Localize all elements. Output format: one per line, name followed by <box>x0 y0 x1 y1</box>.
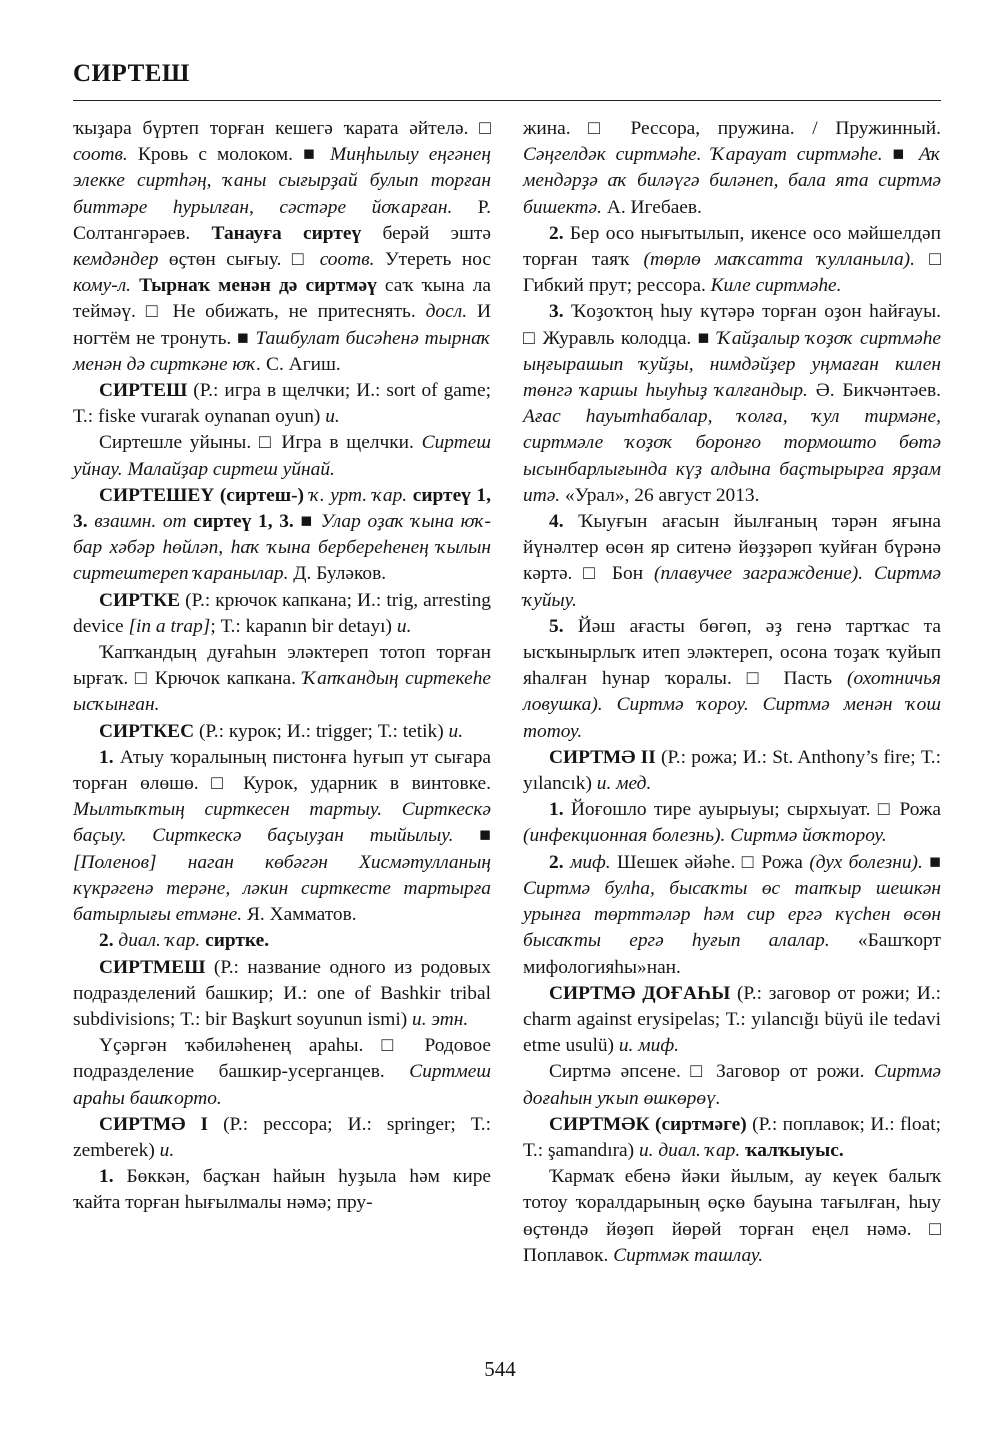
sense-sirtmesh <box>73 1033 491 1112</box>
sense-sirtesh <box>73 430 491 482</box>
text-run: ҡыҙара бүртеп торған кешегә ҡарата әйтелә. <box>73 118 480 139</box>
text-run: ■ <box>479 825 491 847</box>
text-run: и. миф. <box>618 1035 679 1057</box>
sense-sirtme-2-1 <box>523 797 941 849</box>
text-run <box>603 694 617 715</box>
text-run: СИРТКЕ <box>99 589 181 611</box>
sense-sirtke <box>73 640 491 719</box>
text-run: СИРТМӘ ДОҒАҺЫ <box>549 982 731 1004</box>
text-run: Курок, ударник в винтовке. <box>243 773 491 795</box>
text-run: Үҫәргән ҡәбиләһенең араһы. <box>99 1035 382 1057</box>
text-run: 3. <box>549 301 564 323</box>
text-run: (дух болезни). <box>809 851 923 873</box>
text-run: (Р.: курок; И.: trigger; Т.: tetik) <box>194 720 449 742</box>
text-run: Ташбулат бисәһенә тырнаҡ менән дә сирткәне юҡ. <box>73 327 491 375</box>
text-run: Заговор от рожи. <box>716 1061 874 1083</box>
text-run: и. мед. <box>596 773 652 795</box>
right-column <box>523 116 941 1269</box>
entry-sirtme-2 <box>523 745 941 797</box>
text-run: СИРТКЕС <box>99 720 195 742</box>
sense-sirtkes-2 <box>73 928 491 954</box>
text-run: Аҡ мендәрҙә аҡ биләүгә биләнеп, бала ята сиртмә бишектә. <box>523 144 941 218</box>
text-run: «Урал», 26 август 2013. <box>560 484 760 506</box>
text-run: (Р.: заговор от рожи; И.: charm against erysipelas; Т.: yılancığı büyü ile tedavi etme usulü) <box>523 982 941 1057</box>
text-run: и. <box>159 1139 175 1161</box>
text-run: СИРТЕШ <box>99 380 188 402</box>
text-run: □ <box>929 1218 941 1240</box>
text-run: Атыу ҡоралының пистонға һуғып ут сығара торған өлөшө. <box>73 746 491 795</box>
sense-sirtme-1-2 <box>523 221 941 300</box>
text-run: Ә. Бикчәнтәев. <box>807 380 941 402</box>
text-run: Тырнаҡ менән дә сиртмәү <box>139 275 377 297</box>
sense-sirtkes-1 <box>73 745 491 928</box>
text-run: ■ <box>892 144 919 166</box>
text-run: Сиртмә әпсене. <box>549 1061 691 1083</box>
text-run: (Р.: игра в щелчки; И.: sort of game; Т.: fiske vurarak oynanan oyun) <box>73 380 491 428</box>
left-column <box>73 116 491 1217</box>
text-run: Сиртмә йоҡтороу. <box>730 825 887 847</box>
text-run <box>915 249 929 270</box>
text-run: Миңһылыу еңгәнең элекке сиртһәң, ҡаны сығырҙай булып торған биттәре һурылған, сәстәре йоҡарған. <box>73 144 491 218</box>
sense-sirtme-1-5 <box>523 614 941 745</box>
text-run: Кровь с молоком. <box>127 144 304 166</box>
header-rule <box>73 100 941 101</box>
text-run: 4. <box>549 511 564 533</box>
sense-sirtme-dogahy <box>523 1059 941 1111</box>
entry-sirtme-dogahy <box>523 981 941 1060</box>
text-run: кому-л. <box>73 275 132 297</box>
text-run: Ҡайҙалыр ҡоҙоҡ сиртмәһе ыңғырашып ҡуйҙы, нимдәйҙер уңмаған килен төнгә ҡаршы һыуһыҙ ҡалғандыр. <box>523 327 942 402</box>
text-run: Сиртмә ҡороу. Сиртмә менән ҡош тотоу. <box>523 694 941 742</box>
text-run: □ <box>877 799 900 821</box>
text-run: 5. <box>549 615 564 637</box>
text-run: Ҡапҡандың сиртекеһе ысҡынған. <box>73 668 492 716</box>
text-run: ■ <box>303 144 331 166</box>
text-run: Журавль колодца. <box>542 327 698 349</box>
text-run: Крючок капкана. <box>154 668 303 690</box>
text-run: Бон <box>611 563 654 585</box>
text-run: □ <box>381 1035 425 1057</box>
text-run: Сиртмә булһа, бысаҡты өс тапҡыр шешкән урынға төрттәләр һәм сир ергә күсһен өсөн бысаҡты ергә һуғып алалар. <box>523 877 941 952</box>
entry-sirtke <box>73 588 491 640</box>
text-run: □ <box>134 668 155 690</box>
entry-sirtme-1 <box>73 1112 491 1164</box>
text-run: Сиртмә ҡуйыу. <box>523 563 941 611</box>
text-run: Д. Буләков. <box>288 563 387 585</box>
text-run: СИРТМӘК (сиртмәге) <box>549 1113 747 1135</box>
text-run: ■ <box>929 851 941 873</box>
text-run: сиртеү 1, 3. <box>73 484 491 533</box>
text-run: Родовое подразделение башкир-усерганцев. <box>73 1035 491 1083</box>
text-run: □ <box>211 773 244 795</box>
text-run: Йәш ағасты бөгөп, әҙ генә тартҡас та ысҡынырлыҡ итеп эләктереп, осона тоҙаҡ ҡуйып яһалған һунар ҡоралы. <box>523 615 941 690</box>
text-run: (охотничья ловушка). <box>523 668 941 716</box>
text-run: Ағас һауытһабалар, ҡолға, ҡул тирмәне, сиртмәле ҡоҙоҡ боронғо тормошто бөтә ысынбарлығында күҙ алдына баҫтырырға ярҙам итә. <box>523 406 941 506</box>
text-run: и. этн. <box>412 1008 469 1030</box>
text-run: СИРТМЕШ <box>99 956 206 978</box>
text-run: Рожа <box>899 799 941 821</box>
text-run: (Р.: рожа; И.: St. Anthony’s fire; Т.: yılancık) <box>523 746 941 795</box>
text-run: (Р.: название одного из родовых подразделений башкир; И.: one of Bashkir tribal subdivisions; Т.: bir Başkurt soyunun ismi) <box>73 956 491 1030</box>
text-run: Гибкий прут; рессора. <box>523 275 711 297</box>
text-run: кемдәндер <box>73 249 159 271</box>
text-run: Сиртеш уйнау. Малайҙар сиртеш уйнай. <box>73 432 491 480</box>
text-run: С. Агиш. <box>261 353 341 375</box>
text-run: Сәңгелдәк сиртмәһе. Ҡарауат сиртмәһе. <box>523 144 883 166</box>
text-run: (плавучее заграждение). <box>654 563 864 585</box>
text-run: 1. <box>99 1166 114 1188</box>
text-run: 1. <box>99 746 114 768</box>
text-run: Не обижать, не притеснять. <box>172 301 426 323</box>
text-run: Р. Солтангәрәев. <box>73 196 491 244</box>
text-run: □ <box>583 563 612 585</box>
text-run: □ <box>258 432 282 454</box>
entry-sirtkes <box>73 719 491 745</box>
text-run: (Р.: рессора; И.: springer; Т.: zemberek) <box>73 1113 491 1161</box>
text-run: □ <box>690 1061 717 1083</box>
text-run: досл. <box>425 301 468 323</box>
text-run: Утереть нос <box>374 249 491 271</box>
text-run: СИРТЕШЕҮ (сиртеш-) <box>99 484 305 506</box>
text-run: СИРТМӘ I <box>99 1113 209 1135</box>
text-run: [Поленов] наган көбәгән Хисмәтулланың күкрәгенә терәне, ләкин сирткесте тартырға батырлығы етмәне. <box>73 851 491 926</box>
text-run: «Башҡорт мифологияһы»нан. <box>523 930 941 978</box>
text-run: 2. <box>549 851 564 873</box>
text-run: □ <box>145 301 173 323</box>
running-head: СИРТЕШ <box>73 60 190 87</box>
text-run: соотв. <box>319 249 375 271</box>
text-run: (Р.: поплавок; И.: float; Т.: şamandıra) <box>523 1113 941 1161</box>
text-run: Сиртмә доғаһын уҡып өшкөрөү. <box>523 1061 941 1109</box>
text-run: Сиртмәк ташлау. <box>613 1244 764 1266</box>
text-run: Ҡапҡандың дуғаһын эләктереп тотоп торған ырғаҡ. <box>73 642 491 690</box>
text-run: 2. <box>549 222 564 244</box>
text-run <box>883 144 893 165</box>
text-run: ҡалҡыуыс. <box>745 1139 844 1161</box>
text-run: 1. <box>549 799 564 821</box>
text-run: □ <box>929 249 941 271</box>
text-run: □ <box>746 668 784 690</box>
text-run: ■ <box>697 327 718 349</box>
page-number: 544 <box>484 1357 516 1381</box>
text-run: Я. Хамматов. <box>242 904 357 926</box>
sense-sirtmek <box>523 1164 941 1269</box>
text-run: и. диал. ҡар. <box>638 1139 741 1161</box>
text-run: ■ <box>237 327 256 349</box>
text-run: Рожа <box>761 851 810 873</box>
text-run: сиртке. <box>205 930 270 952</box>
text-run: (Р.: крючок капкана; И.: trig, arresting device <box>73 589 491 637</box>
text-run: 2. <box>99 930 114 952</box>
text-run: миф. <box>569 851 611 873</box>
sense-sirtme-1-1-cont <box>523 116 941 221</box>
text-run: жина. <box>523 118 589 139</box>
text-run: Киле сиртмәһе. <box>710 275 842 297</box>
text-run: Йоғошло тире ауырыуы; сырхыуат. <box>563 799 878 821</box>
text-run: А. Игебаев. <box>601 196 702 218</box>
text-run: Пасть <box>783 668 847 690</box>
text-run: диал. ҡар. <box>118 930 201 952</box>
entry-sirtmesh <box>73 955 491 1034</box>
sense-sirtme-1-1 <box>73 1164 491 1216</box>
text-run: өҫтөн сығыу. <box>158 249 292 271</box>
text-run: (инфекционная болезнь). <box>523 825 726 847</box>
text-run: Бер осо нығытылып, икенсе осо мәйшелдәп торған таяҡ <box>523 222 941 271</box>
text-run: □ <box>523 327 543 349</box>
text-run: ҡ. урт. ҡар. <box>309 484 408 506</box>
text-run: Танауға сиртеү <box>211 222 362 244</box>
text-run: Игра в щелчки. <box>281 432 422 454</box>
text-run: Сиртмеш араһы башҡорто. <box>73 1061 491 1109</box>
sense-sirtme-1-4 <box>523 509 941 614</box>
text-run: берәй эштә <box>361 222 491 244</box>
text-run: [in a trap] <box>128 615 211 637</box>
text-run: взаимн. от <box>94 511 187 533</box>
text-run: Бөккән, баҫҡан һайын һуҙыла һәм кире ҡайта торған һығылмалы нәмә; пру- <box>73 1166 491 1214</box>
text-run <box>863 563 874 584</box>
text-run: Шешек әйәһе. <box>610 851 742 873</box>
text-run: Ҡармаҡ ебенә йәки йылым, ау кеүек балыҡ тотоу ҡоралдарының өҫкө бауына тағылған, һыу өҫтөндә йөҙөп йөрөй торған еңел нәмә. <box>523 1166 941 1240</box>
text-run: СИРТМӘ II <box>549 746 656 768</box>
text-run <box>131 275 139 296</box>
text-run: саҡ ҡына ла теймәү. <box>73 275 491 323</box>
sense-sirtme-2-2 <box>523 850 941 981</box>
text-run: ■ <box>300 511 321 533</box>
text-run: (төрлө маҡсатта ҡулланыла). <box>643 249 915 271</box>
text-run: ; Т.: kapanın bir detayı) <box>210 615 397 637</box>
text-run: соотв. <box>73 144 128 166</box>
entry-sirtmek <box>523 1112 941 1164</box>
text-run <box>454 825 480 846</box>
text-run: сиртеү 1, 3. <box>193 511 294 533</box>
text-run: И ногтём не тронуть. <box>73 301 491 349</box>
text-run: и. <box>396 615 412 637</box>
text-run: Мылтыҡтың сирткесен тартыу. Сирткескә баҫыу. Сирткескә баҫыуҙан тыйылыу. <box>73 799 491 847</box>
text-run: Ҡыуғын ағасын йылғаның тәрән яғына йүнәлтер өсөн яр ситенә йөҙҙәрөп ҡуйған бүрәнә кәртә. <box>523 511 941 585</box>
text-run: Рессора, пружина. / Пружинный. <box>630 118 941 139</box>
entry-sirteseu <box>73 483 491 588</box>
text-run: □ <box>291 249 320 271</box>
sense-sirtme-1-3 <box>523 299 941 509</box>
text-run: □ <box>479 118 491 139</box>
entry-sirtesh <box>73 378 491 430</box>
text-run: Сиртешле уйыны. <box>99 432 259 454</box>
text-run: Поплавок. <box>523 1244 614 1266</box>
text-run: □ <box>741 851 762 873</box>
text-run: и. <box>325 406 340 428</box>
entry-continuation <box>73 116 491 378</box>
text-run: □ <box>588 118 631 139</box>
text-run: и. <box>448 720 464 742</box>
text-run: Улар оҙаҡ ҡына юҡ-бар хәбәр һөйләп, һаҡ ҡына бербереһенең ҡылын сиртештереп ҡаранылар. <box>73 511 491 585</box>
text-run: Ҡоҙоҡтоң һыу күтәрә торған оҙон һайғауы. <box>563 301 941 323</box>
